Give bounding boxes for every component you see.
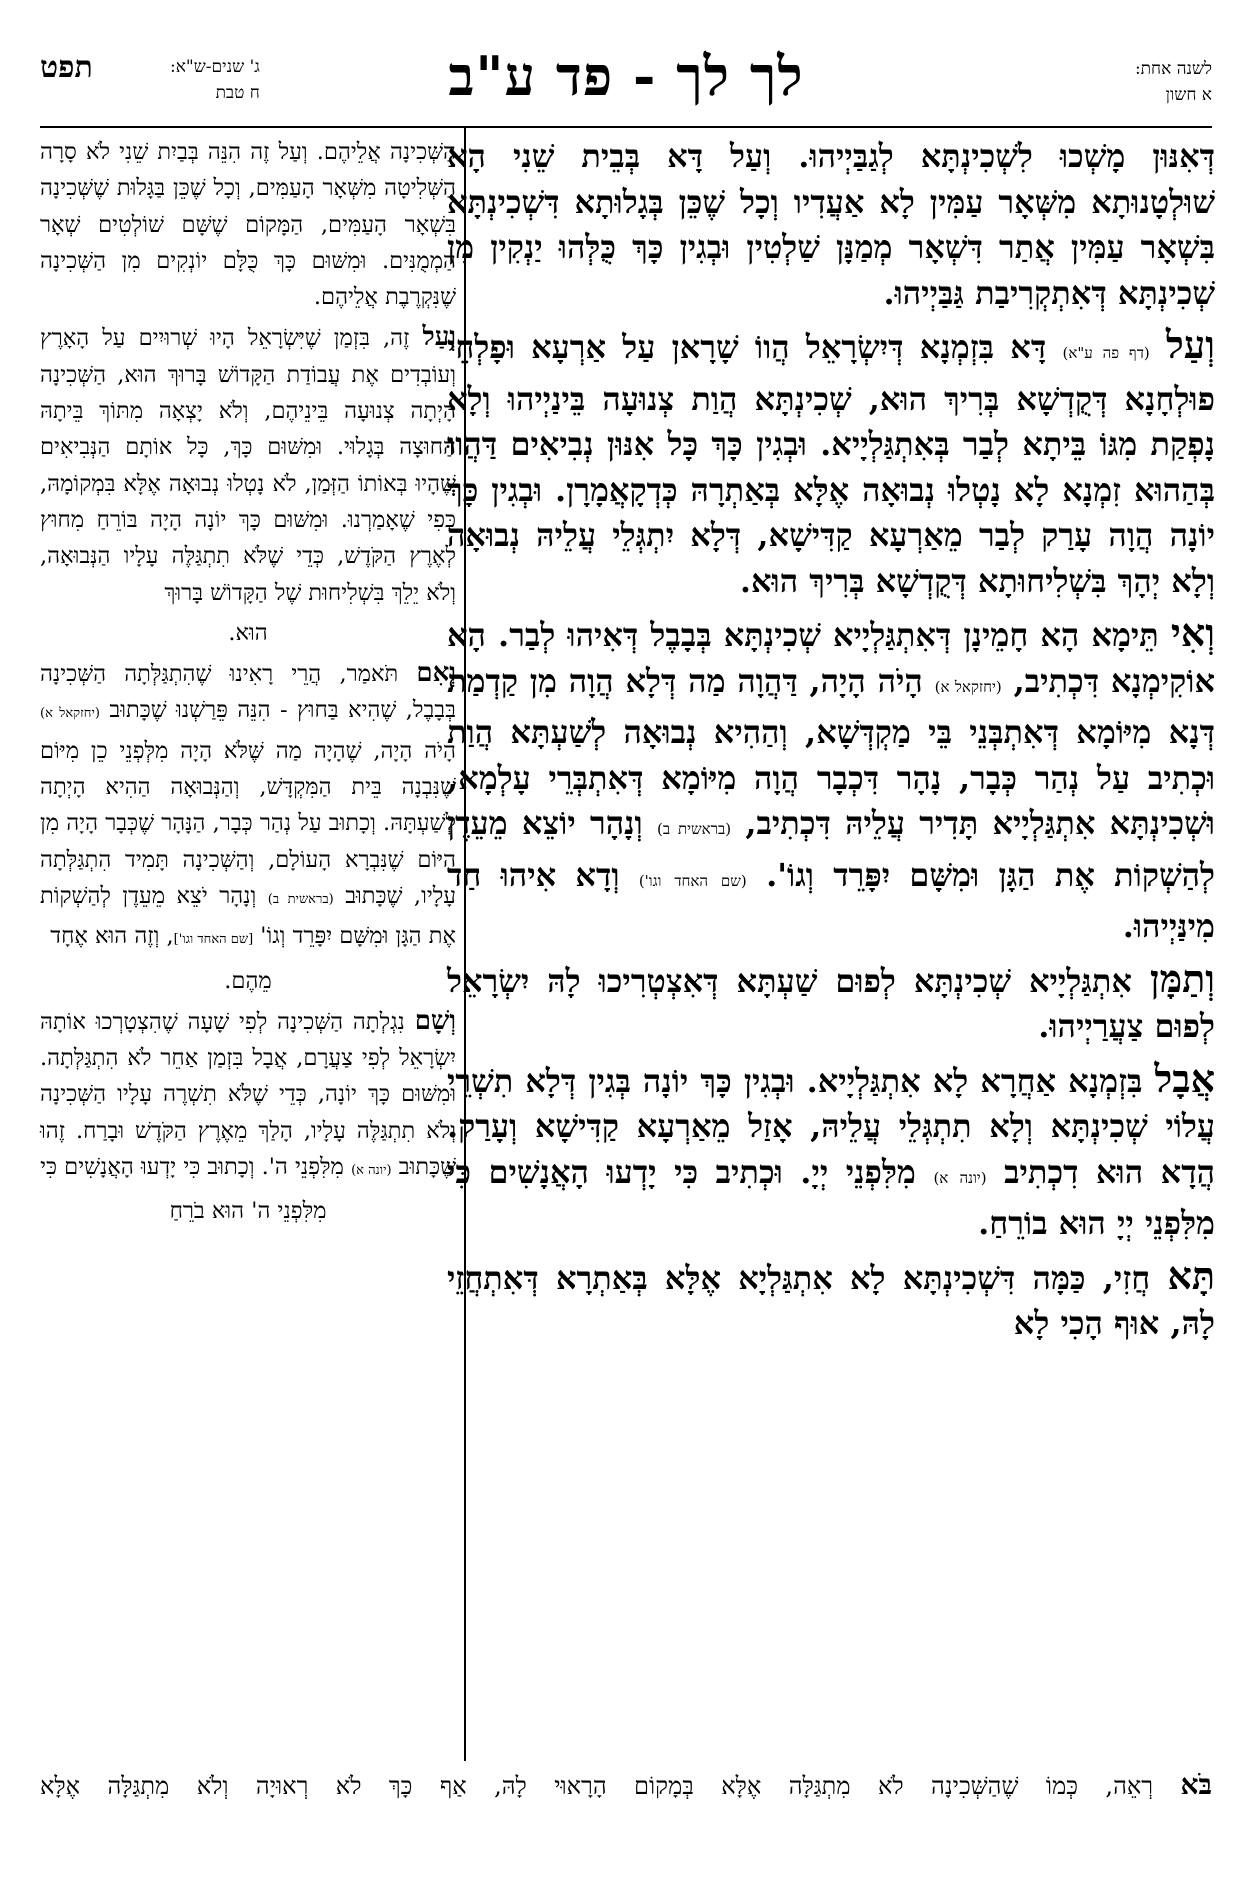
main-paragraph-6 [447,1253,1215,1347]
lead-word: וְעַל [1166,322,1216,367]
bottom-commentary-line [40,1768,1212,1803]
commentary-line-end: הוּא. [228,619,268,646]
lead-word: וְתַמָּן [1149,955,1216,1001]
lead-word: וְעַל [422,322,456,353]
source-ref: (יונה א) [351,1163,392,1179]
header-left [170,54,260,106]
main-paragraph-5 [447,1056,1215,1247]
main-text: חֲזִי, כַּמָּה דִּשְׁכִינְתָּא לָא אִתְגַּלְיָא אֶלָּא בְּאַתְרָא דְּאִתְחֲזֵי לָהּ, אוּף הָכִי לָא [447,1258,1215,1342]
commentary-paragraph-3 [40,655,456,958]
lead-word: בֹּא [1180,1768,1212,1801]
commentary-paragraph-1 [40,134,456,315]
commentary-paragraph-2 [40,319,456,610]
main-paragraph-2 [447,322,1215,604]
lead-word: וְאִי [1170,610,1215,655]
main-text: תֵּימָא הָא חָמֵינָן דְּאִתְגַּלְיָיא שְׁכִינְתָּא בְּבָבֶל דְּאִיהוּ לְבַר. הָא אוֹקִימְנָא דִּכְתִיב, [447,616,1216,700]
page-number: תפט [40,50,93,85]
main-text-column [447,134,1215,1353]
main-text: הָיֹה הָיָה, דַּהֲוָה מַה דְּלָא הֲוָה מִן קַדְמַת דְּנָא מִיּוֹמָא דְּאִתְבְּנֵי בֵּי מַקְדְּשָׁא, וְהַהִיא נְבוּאָה לְשַׁעְתָּא הֲוַת וּכְתִיב עַל נְהַר כְּבָר, נָהָר דִּכְבָר הֲוָה מִיּוֹמָא דְּאִתְבְּרֵי עָלְמָא, וּשְׁכִינְתָּא אִתְגַּלְיָיא תָּדִיר עֲלֵיהּ דִּכְתִיב, [447,661,1215,842]
commentary-text: וְנָהָר יֹצֵא מֵעֵדֶן לְהַשְׁקוֹת אֶת הַגָּן וּמִשָּׁם יִפָּרֵד וְגוֹ' [40,882,456,950]
source-ref: (בראשית ב) [656,820,732,838]
three-year-schedule-date: ח טבת [215,83,260,103]
yearly-schedule-date: א חשון [1165,85,1212,105]
commentary-text: , וְזֶה הוּא אֶחָד [50,923,174,950]
page-title: לך לך - פד ע"ב [448,44,804,108]
source-ref: [שם האחד וגו'] [173,932,254,948]
lead-word: וְאִם [416,658,456,689]
page-header [40,40,1212,126]
lead-word: וְשָׁם [414,1005,456,1036]
source-ref: (שם האחד וגו') [638,871,747,890]
main-text: וְדָא אִיהוּ חַד מִינַּיְיהוּ. [447,855,1215,945]
main-text: בִּזְמְנָא אַחֲרָא לָא אִתְגַּלְיָיא. וּבְגִין כָּךְ יוֹנָה בְּגִין דְּלָא תִשְׁרֵי עֲלוֹי שְׁכִינְתָּא וְלָא תִתְגְּלֵי עֲלֵיהּ, אָזַל מֵאַרְעָא קַדִּישָׁא וְעָרַק. הֲדָא הוּא דִכְתִיב [447,1061,1216,1191]
main-paragraph-4 [447,956,1215,1050]
main-paragraph-1 [447,134,1215,316]
header-divider [40,126,1212,128]
commentary-text: מִלִּפְנֵי ה'. וְכָתוּב כִּי יָדְעוּ הָאֲנָשִׁים כִּי [40,1154,344,1181]
commentary-paragraph-4 [40,1003,456,1189]
main-text: דְּאִנּוּן מָשְׁכוּ לִשְׁכִינְתָּא לְגַבַּיְיהוּ. וְעַל דָּא בְּבֵית שֵׁנִי הָא שׁוּלְטָנוּתָא מִשְּׁאָר עַמִּין לָא אַעֲדִיו וְכָל שֶׁכֵּן בְּגָלוּתָא דִּשְׁכִינְתָּא בִּשְׁאָר עַמִּין אֲתַר דִּשְׁאָר מְמַנָּן שַׁלְטִין וּבְגִין כָּךְ כֻּלְּהוּ יַנְקִין מִן שְׁכִינְתָּא דְּאִתְקְרִיבַת גַּבַּיְיהוּ. [447,137,1216,312]
main-text: וְנָהָר יוֹצֵא מֵעֵדֶן לְהַשְׁקוֹת אֶת הַגָּן וּמִשָּׁם יִפָּרֵד וְגוֹ'. [447,804,1216,894]
commentary-line-end: מִלִּפְנֵי ה' הוּא בֹרֵחַ [169,1198,327,1225]
source-ref: (בראשית ב) [267,891,334,907]
main-text: אִתְגַּלְיָיא שְׁכִינְתָּא לְפוּם שַׁעְתָּא דְּאִצְטְרִיכוּ לָהּ יִשְׂרָאֵל לְפוּם צַעֲרַיְיהוּ. [447,961,1215,1045]
commentary-line-end: מֵהֶם. [224,967,272,994]
main-paragraph-3 [447,610,1215,950]
commentary-column [40,134,456,1234]
source-ref: (דף פה ע"א) [1062,344,1150,362]
commentary-text: זֶה, בִּזְמַן שֶׁיִּשְׂרָאֵל הָיוּ שְׁרוּיִים עַל הָאָרֶץ וְעוֹבְדִים אֶת עֲבוֹדַת הַקָּדוֹשׁ בָּרוּךְ הוּא, הַשְּׁכִינָה הָיְתָה צְנוּעָה בֵּינֵיהֶם, וְלֹא יָצְאָה מִתּוֹךְ בֵּיתָהּ הַחוּצָה בְּגָלוּי. וּמִשּׁוּם כָּךְ, כָּל אוֹתָם הַנְּבִיאִים שֶׁהָיוּ בְּאוֹתוֹ הַזְּמַן, לֹא נָטְלוּ נְבוּאָה אֶלָּא בִּמְקוֹמָהּ, כְּפִי שֶׁאָמַרְנוּ. וּמִשּׁוּם כָּךְ יוֹנָה הָיָה בּוֹרֵחַ מִחוּץ לְאֶרֶץ הַקֹּדֶשׁ, כְּדֵי שֶׁלֹּא תִתְגַּלֶּה עָלָיו הַנְּבוּאָה, וְלֹא יֵלֵךְ בִּשְׁלִיחוּת שֶׁל הַקָּדוֹשׁ בָּרוּךְ [40,325,456,606]
main-text: דָּא בִּזְמְנָא דְּיִשְׂרָאֵל הֲווֹ שָׁרָאן עַל אַרְעָא וּפָלְחֵי פוּלְחָנָא דְּקֻדְשָׁא בְּרִיךְ הוּא, שְׁכִינְתָּא הֲוַת צְנוּעָה בֵּינַיְיהוּ וְלָא נָפְקַת מִגּוֹ בֵּיתָא לְבַר בְּאִתְגַּלְיָיא. וּבְגִין כָּךְ כָּל אִנּוּן נְבִיאִים דַּהֲווּ בְּהַהוּא זִמְנָא לָא נָטְלוּ נְבוּאָה אֶלָּא בְּאַתְרָהּ כְּדְקָאֲמָרָן. וּבְגִין כָּךְ יוֹנָה הֲוָה עָרַק לְבַר מֵאַרְעָא קַדִּישָׁא, דְּלָא יִתְגְּלֵי עֲלֵיהּ נְבוּאָה וְלָא יְהָךְ בִּשְׁלִיחוּתָא דְּקֻדְשָׁא בְּרִיךְ הוּא. [447,328,1215,600]
source-ref: (יחזקאל א) [934,677,1002,696]
three-year-schedule-label: ג' שנים-ש"א: [170,57,260,77]
lead-word: תָּא [1167,1252,1216,1298]
source-ref: (יונה א) [933,1168,987,1187]
commentary-text: נִגְלְתָה הַשְּׁכִינָה לְפִי שָׁעָה שֶׁהִצְטָרְכוּ אוֹתָהּ יִשְׂרָאֵל לְפִי צַעֲרָם, אֲבָל בִּזְמַן אַחֵר לֹא הִתְגַּלְּתָה. וּמִשּׁוּם כָּךְ יוֹנָה, כְּדֵי שֶׁלֹּא תִשְׁרֶה עָלָיו הַשְּׁכִינָה וְלֹא תִתְגַּלֶּה עָלָיו, הָלַךְ מֵאֶרֶץ הַקֹּדֶשׁ וּבָרַח. זֶהוּ שֶׁכָּתוּב [40,1008,456,1181]
commentary-text: הַשְּׁכִינָה אֲלֵיהֶם. וְעַל זֶה הִנֵּה בְּבַיִת שֵׁנִי לֹא סָרָה הַשְּׁלִיטָה מִשְּׁאָר הָעַמִּים, וְכָל שֶׁכֵּן בַּגָּלוּת שֶׁשְּׁכִינָה בִּשְׁאָר הָעַמִּים, הַמָּקוֹם שֶׁשָּׁם שׁוֹלְטִים שְׁאָר הַמְמֻנִּים. וּמִשּׁוּם כָּךְ כֻּלָּם יוֹנְקִים מִן הַשְּׁכִינָה שֶׁנִּקְרֶבֶת אֲלֵיהֶם. [40,139,456,311]
commentary-text: רְאֵה, כְּמוֹ שֶׁהַשְּׁכִינָה לֹא מִתְגַּלָּה אֶלָּא בְּמָקוֹם הָרָאוּי לָהּ, אַף כָּךְ לֹא רְאוּיָה וְלֹא מִתְגַּלָּה אֶלָּא [40,1772,1154,1800]
main-text: מִלִּפְנֵי יְיָ. וּכְתִיב כִּי יָדְעוּ הָאֲנָשִׁים כִּי מִלִּפְנֵי יְיָ הוּא בוֹרֵחַ. [447,1152,1215,1242]
commentary-text: הָיֹה הָיָה, שֶׁהָיָה מַה שֶּׁלֹּא הָיָה מִלְּפְנֵי כֵן מִיּוֹם שֶׁנִּבְנָה בֵּית הַמִּקְדָּשׁ, וְהַנְּבוּאָה הַהִיא הָיְתָה לְשַׁעְתָּהּ. וְכָתוּב עַל נְהַר כְּבָר, הַנָּהָר שֶׁכְּבָר הָיָה מִן הַיּוֹם שֶׁנִּבְרָא הָעוֹלָם, וְהַשְּׁכִינָה תָּמִיד הִתְגַּלְּתָה עָלָיו, שֶׁכָּתוּב [40,737,456,909]
yearly-schedule-label: לשנה אחת: [1134,59,1212,79]
source-ref: (יחזקאל א) [40,706,100,722]
commentary-text: תֹּאמַר, הֲרֵי רָאִינוּ שֶׁהִתְגַּלְּתָה הַשְּׁכִינָה בְּבָבֶל, שֶׁהִיא בַּחוּץ - הִנֵּה פֵּרַשְׁנוּ שֶׁכָּתוּב [40,661,456,724]
lead-word: אֲבָל [1154,1055,1216,1101]
